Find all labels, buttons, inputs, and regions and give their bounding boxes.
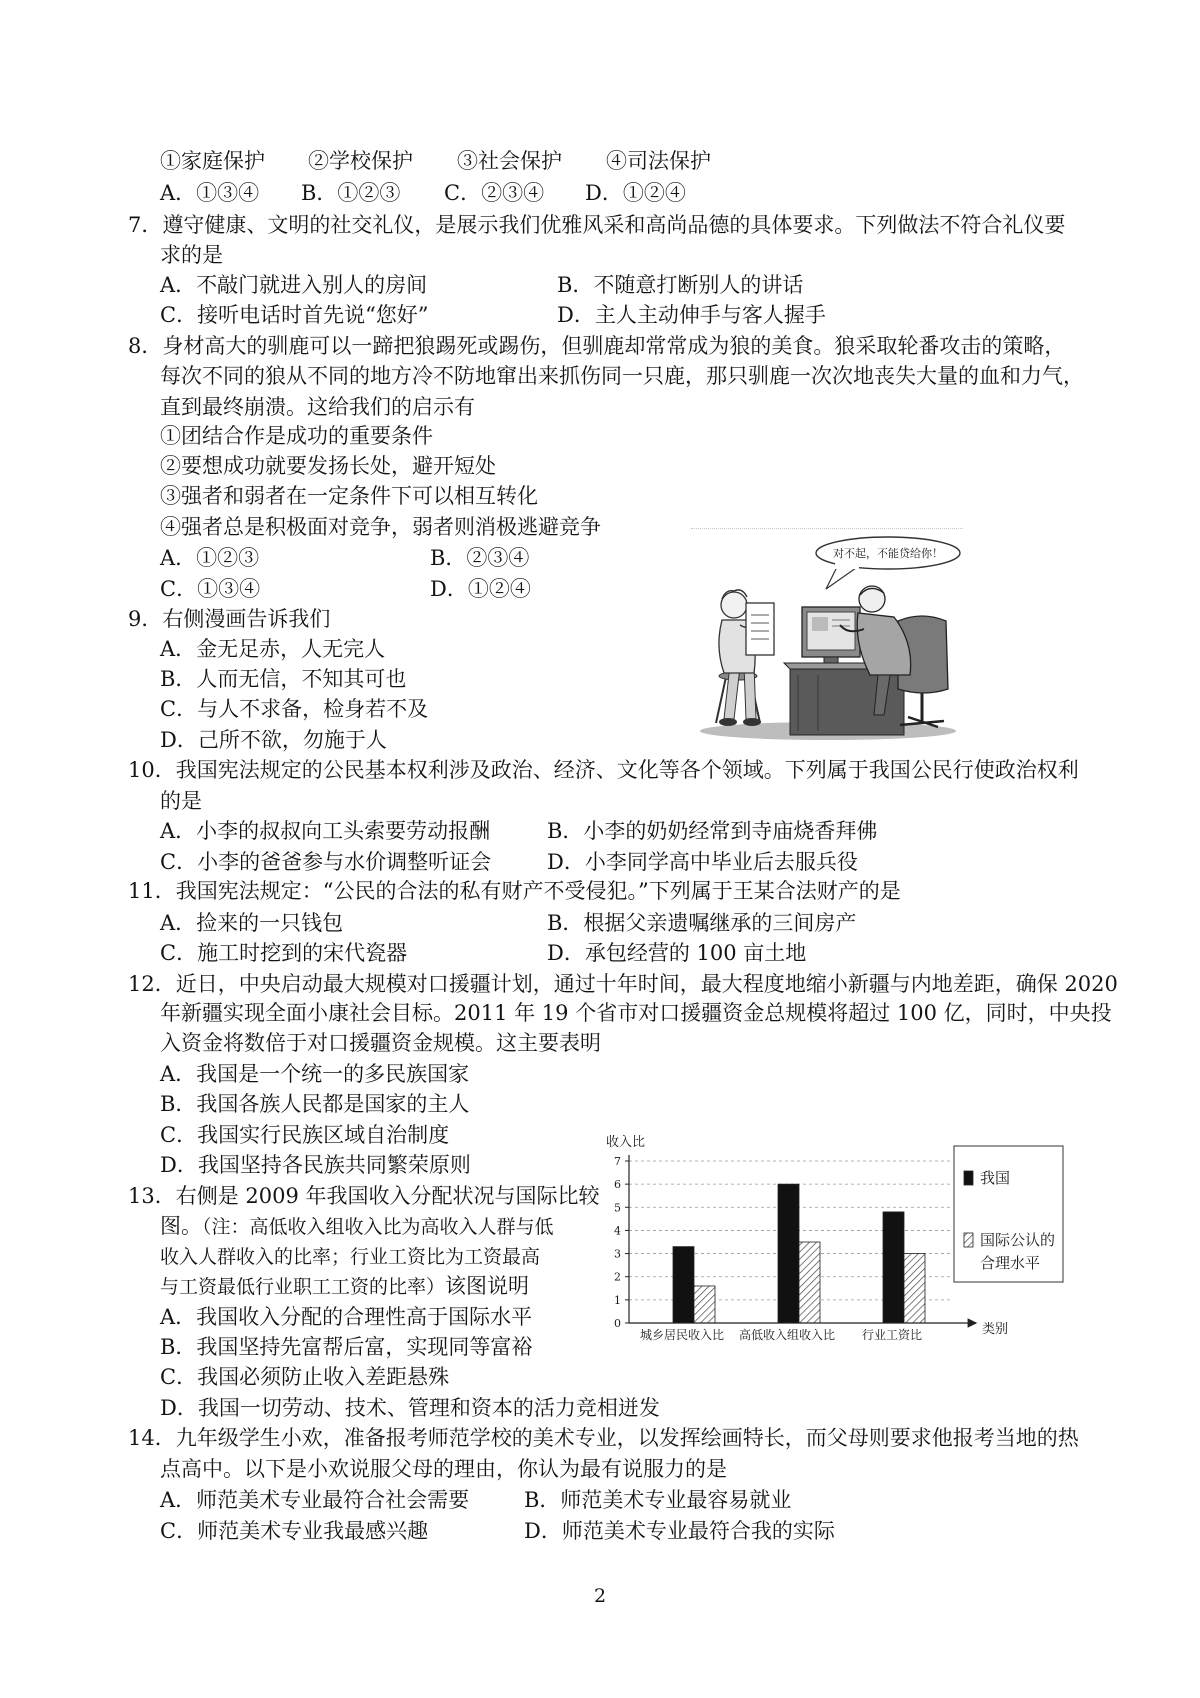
q13-note: 与工资最低行业职工工资的比率） [160, 1276, 446, 1298]
applicant-figure [716, 590, 774, 726]
income-ratio-bar-chart [600, 1133, 1070, 1345]
q12-choice-a: A．我国是一个统一的多民族国家 [160, 1062, 470, 1086]
q13-note: （注：高低收入组收入比为高收入人群与低 [202, 1216, 554, 1238]
q8-choice-a: A．①②③ [160, 546, 260, 570]
q13-stem: 13．右侧是 2009 年我国收入分配状况与国际比较 [128, 1184, 600, 1208]
bar [904, 1254, 925, 1323]
legend-label: 国际公认的 [980, 1231, 1056, 1249]
legend-label: 合理水平 [980, 1254, 1041, 1272]
q14-stem: 点高中。以下是小欢说服父母的理由，你认为最有说服力的是 [160, 1457, 727, 1481]
y-tick-label: 6 [614, 1178, 621, 1192]
q8-statement: ④强者总是积极面对竞争，弱者则消极逃避竞争 [160, 515, 601, 539]
q7-choice-c: C．接听电话时首先说“您好” [160, 303, 429, 327]
q9-choice-b: B．人而无信，不知其可也 [160, 667, 407, 691]
bar [673, 1247, 694, 1323]
q10-stem: 的是 [160, 789, 202, 813]
q7-choice-b: B．不随意打断别人的讲话 [557, 273, 804, 297]
bar [883, 1212, 904, 1323]
q6-item: ④司法保护 [606, 149, 711, 173]
q13-choice-d: D．我国一切劳动、技术、管理和资本的活力竞相迸发 [160, 1396, 660, 1420]
q12-stem: 12．近日，中央启动最大规模对口援疆计划，通过十年时间，最大程度地缩小新疆与内地差距，确保 2020 [128, 972, 1118, 996]
q12-choice-c: C．我国实行民族区域自治制度 [160, 1123, 450, 1147]
q6-choice-d: D．①②④ [585, 181, 686, 205]
q14-choice-d: D．师范美术专业最符合我的实际 [524, 1519, 835, 1543]
bar [694, 1286, 715, 1323]
q11-choice-c: C．施工时挖到的宋代瓷器 [160, 941, 408, 965]
q6-choice-b: B．①②③ [301, 181, 401, 205]
q13-note: 收入人群收入的比率；行业工资比为工资最高 [160, 1246, 541, 1268]
q6-item: ②学校保护 [308, 149, 413, 173]
q7-choice-a: A．不敲门就进入别人的房间 [160, 273, 428, 297]
q13-choice-a: A．我国收入分配的合理性高于国际水平 [160, 1305, 533, 1329]
cartoon-illustration [688, 525, 968, 745]
q14-choice-c: C．师范美术专业我最感兴趣 [160, 1519, 429, 1543]
y-axis-title: 收入比 [606, 1135, 646, 1150]
q8-choice-b: B．②③④ [430, 546, 530, 570]
q11-choice-a: A．捡来的一只钱包 [160, 911, 344, 935]
q13-stem [160, 1271, 529, 1302]
q13-stem-part: 该图说明 [445, 1274, 530, 1298]
q6-item: ①家庭保护 [160, 149, 265, 173]
q14-choice-a: A．师范美术专业最符合社会需要 [160, 1488, 470, 1512]
q11-choice-d: D．承包经营的 100 亩土地 [547, 941, 807, 965]
q9-stem: 9．右侧漫画告诉我们 [128, 607, 331, 631]
q6-choice-a: A．①③④ [160, 181, 260, 205]
q6-choice-c: C．②③④ [444, 181, 545, 205]
q8-statement: ③强者和弱者在一定条件下可以相互转化 [160, 484, 538, 508]
q9-choice-c: C．与人不求备，检身若不及 [160, 697, 429, 721]
chart-bars [673, 1184, 925, 1323]
q13-stem [160, 1211, 554, 1242]
y-tick-label: 0 [614, 1317, 621, 1330]
q12-choice-b: B．我国各族人民都是国家的主人 [160, 1092, 470, 1116]
computer-monitor [802, 607, 860, 663]
y-tick-label: 4 [614, 1224, 621, 1238]
speech-bubble [816, 537, 960, 589]
application-sign [746, 603, 774, 655]
y-tick-label: 1 [614, 1293, 621, 1307]
q7-stem: 求的是 [160, 243, 223, 267]
y-tick-label: 3 [614, 1247, 621, 1261]
q8-statement: ②要想成功就要发扬长处，避开短处 [160, 454, 496, 478]
q10-choice-d: D．小李同学高中毕业后去服兵役 [547, 850, 858, 874]
x-category-label: 高低收入组收入比 [738, 1328, 836, 1342]
page-number: 2 [593, 1585, 607, 1607]
q7-stem: 7．遵守健康、文明的社交礼仪，是展示我们优雅风采和高尚品德的具体要求。下列做法不符合礼仪要 [128, 213, 1066, 237]
q13-stem-part: 图。 [160, 1214, 202, 1238]
q10-choice-c: C．小李的爸爸参与水价调整听证会 [160, 850, 492, 874]
q10-choice-b: B．小李的奶奶经常到寺庙烧香拜佛 [547, 819, 878, 843]
q13-choice-b: B．我国坚持先富帮后富，实现同等富裕 [160, 1335, 533, 1359]
q11-stem: 11．我国宪法规定：“公民的合法的私有财产不受侵犯。”下列属于王某合法财产的是 [128, 879, 901, 903]
q12-stem: 年新疆实现全面小康社会目标。2011 年 19 个省市对口援疆资金总规模将超过 100 亿，同时，中央投 [160, 1001, 1112, 1025]
x-category-label: 城乡居民收入比 [639, 1328, 725, 1342]
legend-label: 我国 [980, 1169, 1011, 1187]
bar [799, 1242, 820, 1323]
q10-choice-a: A．小李的叔叔向工头索要劳动报酬 [160, 819, 491, 843]
q14-choice-b: B．师范美术专业最容易就业 [524, 1488, 792, 1512]
y-tick-label: 5 [614, 1201, 621, 1215]
speech-text: 对不起，不能贷给你！ [833, 547, 943, 560]
q8-stem: 每次不同的狼从不同的地方冷不防地窜出来抓伤同一只鹿，那只驯鹿一次次地丧失大量的血和力气， [160, 364, 1084, 388]
q11-choice-b: B．根据父亲遗嘱继承的三间房产 [547, 911, 857, 935]
x-category-label: 行业工资比 [861, 1328, 923, 1342]
bar [778, 1184, 799, 1323]
q8-choice-c: C．①③④ [160, 577, 261, 601]
q8-choice-d: D．①②④ [430, 577, 531, 601]
legend-swatch [964, 1171, 973, 1185]
y-tick-label: 7 [614, 1155, 621, 1168]
q10-stem: 10．我国宪法规定的公民基本权利涉及政治、经济、文化等各个领域。下列属于我国公民行使政治权利 [128, 758, 1079, 782]
q8-stem: 直到最终崩溃。这给我们的启示有 [160, 395, 475, 419]
q14-stem: 14．九年级学生小欢，准备报考师范学校的美术专业，以发挥绘画特长，而父母则要求他报考当地的热 [128, 1426, 1079, 1450]
legend-swatch [964, 1233, 973, 1247]
q8-statement: ①团结合作是成功的重要条件 [160, 424, 433, 448]
q6-item: ③社会保护 [457, 149, 562, 173]
q12-choice-d: D．我国坚持各民族共同繁荣原则 [160, 1153, 471, 1177]
q13-choice-c: C．我国必须防止收入差距悬殊 [160, 1365, 450, 1389]
q7-choice-d: D．主人主动伸手与客人握手 [557, 303, 826, 327]
q9-choice-d: D．己所不欲，勿施于人 [160, 728, 387, 752]
x-axis-title: 类别 [982, 1322, 1009, 1337]
q8-stem: 8．身材高大的驯鹿可以一蹄把狼踢死或踢伤，但驯鹿却常常成为狼的美食。狼采取轮番攻击的策略， [128, 334, 1066, 358]
q9-choice-a: A．金无足赤，人无完人 [160, 637, 386, 661]
q12-stem: 入资金将数倍于对口援疆资金规模。这主要表明 [160, 1031, 601, 1055]
y-tick-label: 2 [614, 1270, 621, 1284]
